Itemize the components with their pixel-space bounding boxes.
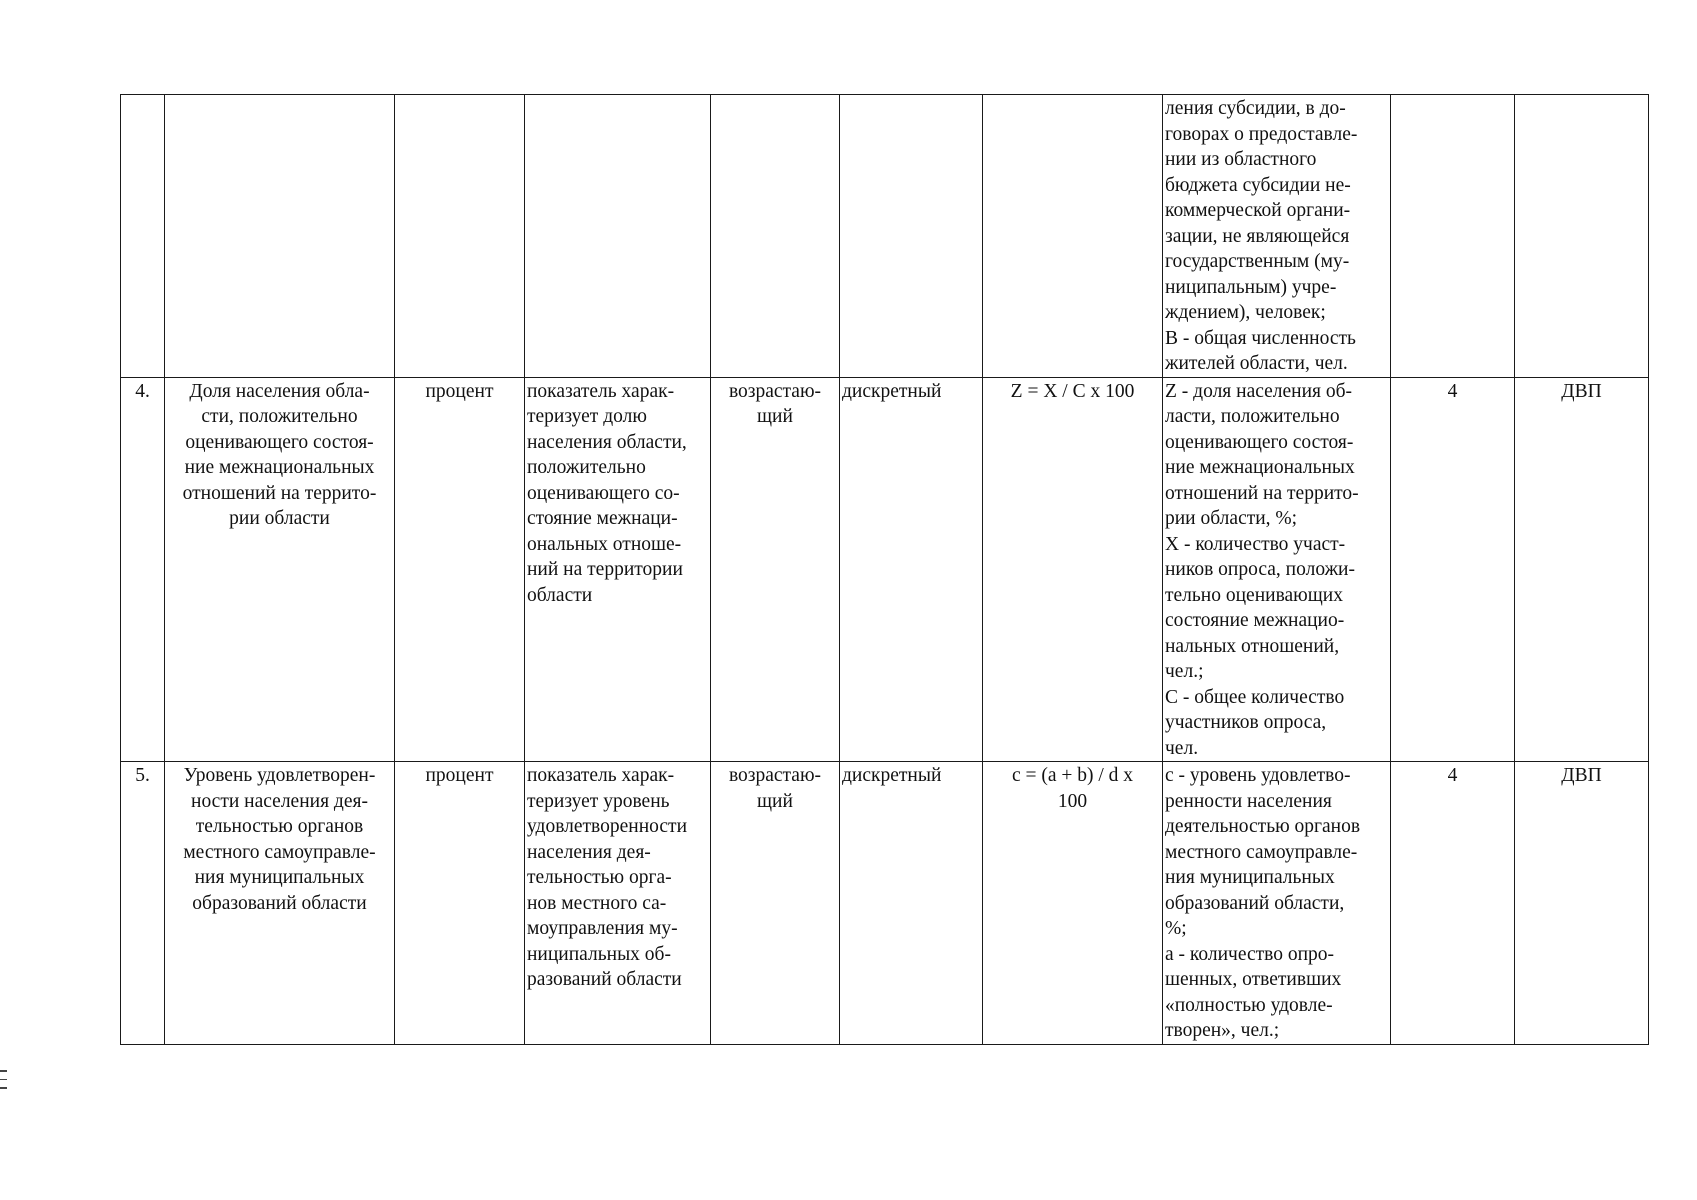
indicator-description-cell (525, 377, 711, 762)
data-source: ДВП (1561, 765, 1602, 786)
indicator-description-line: стояние межнаци- (527, 508, 678, 529)
data-source-cell (1515, 762, 1649, 1045)
indicator-name-line: образований области (192, 892, 367, 914)
formula-variables-line: рии области, %; (1165, 508, 1298, 529)
formula-variables-line: жителей области, чел. (1165, 353, 1348, 374)
indicator-name-line: рии области (229, 508, 330, 529)
formula-variables-line: местного самоуправле- (1165, 841, 1358, 863)
indicator-description-line: ональных отноше- (527, 533, 682, 555)
formula-variables-line: ние межнациональных (1165, 457, 1355, 478)
indicator-name-line: Доля населения обла- (189, 380, 370, 402)
indicator-description-line: моуправления му- (527, 918, 678, 939)
indicator-name-line: Уровень удовлетворен- (183, 765, 376, 786)
formula-variables-line: коммерческой органи- (1165, 200, 1351, 221)
indicator-description-line: положительно (527, 457, 646, 478)
indicator-description-line: ниципальных об- (527, 943, 671, 965)
indicator-dynamics-cell (711, 762, 840, 1045)
indicator-description-line: показатель харак- (527, 765, 675, 786)
formula-variables-line: шенных, ответивших (1165, 969, 1342, 990)
table-row (121, 377, 1649, 762)
indicator-description-line: показатель харак- (527, 380, 675, 402)
indicator-name-line: ние межнациональных (184, 457, 375, 478)
indicator-name-cell (165, 377, 395, 762)
formula-variables-line: ниципальным) учре- (1165, 276, 1337, 298)
reporting-frequency-cell (1391, 762, 1515, 1045)
unit-of-measure-cell (395, 95, 525, 378)
table-row (121, 762, 1649, 1045)
formula-variables-line: нии из областного (1165, 149, 1317, 170)
indicator-description-line: тельностью орга- (527, 867, 672, 888)
indicator-description-line: области (527, 584, 593, 606)
indicator-dynamics-cell (711, 95, 840, 378)
indicator-description-line: теризует долю (527, 406, 647, 427)
row-number-cell (121, 377, 165, 762)
formula-variables-line: состояние межнацио- (1165, 610, 1345, 631)
indicator-name-line: тельностью органов (195, 816, 364, 837)
formula-variables-line: В - общая численность (1165, 327, 1356, 349)
indicator-description-cell (525, 762, 711, 1045)
indicator-dynamics-line: возрастаю- (728, 765, 822, 786)
formula-variables-line: ления субсидии, в до- (1165, 98, 1346, 119)
formula-variables-line: государственным (му- (1165, 251, 1350, 272)
formula-variables-cell (1163, 95, 1391, 378)
formula-variables-line: творен», чел.; (1165, 1020, 1280, 1041)
indicator-dynamics-line: щий (757, 406, 793, 427)
indicator-name-line: ности населения дея- (191, 790, 368, 812)
indicator-dynamics-line: щий (757, 790, 793, 812)
formula-variables-line: зации, не являющейся (1165, 225, 1350, 247)
indicator-description-line: ний на территории (527, 559, 683, 580)
reporting-frequency-cell (1391, 95, 1515, 378)
indicator-type-cell (840, 377, 983, 762)
formula-variables-line: ния муниципальных (1165, 867, 1335, 888)
formula-variables-line: с - уровень удовлетво- (1165, 765, 1351, 786)
formula-variables-line: бюджета субсидии не- (1165, 174, 1351, 196)
data-source-cell (1515, 377, 1649, 762)
formula-variables-line: чел.; (1165, 661, 1204, 682)
formula-variables-line: ренности населения (1165, 790, 1332, 812)
margin-mark (0, 1070, 7, 1096)
formula-variables-line: нальных отношений, (1165, 635, 1340, 657)
reporting-frequency: 4 (1447, 380, 1458, 402)
formula-variables-line: ласти, положительно (1165, 406, 1340, 427)
formula-variables-line: X - количество участ- (1165, 533, 1346, 555)
formula-variables-line: %; (1165, 918, 1187, 939)
row-number: 4. (135, 380, 150, 402)
indicator-description-line: разований области (527, 969, 682, 990)
indicator-name-line: оценивающего состоя- (185, 431, 374, 453)
formula-variables-line: ждением), человек; (1165, 302, 1326, 323)
formula-variables-line: «полностью удовле- (1165, 994, 1333, 1016)
formula-variables-line: говорах о предоставле- (1165, 123, 1358, 145)
indicator-description-line: населения дея- (527, 841, 651, 863)
formula-variables-line: а - количество опро- (1165, 943, 1335, 965)
indicator-type-cell (840, 762, 983, 1045)
indicator-name-line: сти, положительно (201, 406, 358, 427)
formula-variables-line: Z - доля населения об- (1165, 380, 1353, 402)
row-number: 5. (135, 765, 150, 786)
indicator-type: дискретный (842, 380, 942, 402)
unit-of-measure-cell (395, 762, 525, 1045)
reporting-frequency: 4 (1447, 765, 1458, 786)
row-number-cell (121, 762, 165, 1045)
row-number-cell (121, 95, 165, 378)
formula-variables-line: ников опроса, положи- (1165, 559, 1355, 580)
calculation-formula-line: Z = X / С х 100 (1010, 380, 1135, 402)
table-row (121, 95, 1649, 378)
formula-variables-line: отношений на террито- (1165, 482, 1359, 504)
unit-of-measure: процент (425, 765, 494, 786)
indicator-description-line: удовлетворенности (527, 816, 687, 837)
formula-variables-cell (1163, 377, 1391, 762)
indicator-name-line: отношений на террито- (182, 482, 377, 504)
data-source: ДВП (1561, 380, 1602, 402)
indicator-type-cell (840, 95, 983, 378)
indicator-dynamics-cell (711, 377, 840, 762)
indicator-description-line: нов местного са- (527, 892, 667, 914)
indicator-description-line: населения области, (527, 431, 687, 453)
unit-of-measure-cell (395, 377, 525, 762)
formula-variables-line: чел. (1165, 737, 1199, 759)
indicators-table (120, 94, 1649, 1045)
calculation-formula-line: с = (а + b) / d х (1011, 765, 1134, 786)
formula-variables-line: образований области, (1165, 892, 1345, 914)
indicator-name-line: ния муниципальных (194, 867, 365, 888)
indicator-type: дискретный (842, 765, 942, 786)
table-body (121, 95, 1649, 1045)
formula-variables-line: тельно оценивающих (1165, 584, 1343, 606)
unit-of-measure: процент (425, 380, 494, 402)
calculation-formula-line: 100 (1057, 790, 1088, 812)
indicator-name-line: местного самоуправле- (183, 841, 376, 863)
formula-variables-line: участников опроса, (1165, 712, 1327, 733)
calculation-formula-cell (983, 377, 1163, 762)
indicator-name-cell (165, 762, 395, 1045)
data-source-cell (1515, 95, 1649, 378)
formula-variables-cell (1163, 762, 1391, 1045)
indicator-description-cell (525, 95, 711, 378)
formula-variables-line: оценивающего состоя- (1165, 431, 1354, 453)
calculation-formula-cell (983, 762, 1163, 1045)
indicator-dynamics-line: возрастаю- (728, 380, 822, 402)
indicator-description-line: оценивающего со- (527, 482, 680, 504)
indicator-description-line: теризует уровень (527, 790, 670, 812)
reporting-frequency-cell (1391, 377, 1515, 762)
formula-variables-line: С - общее количество (1165, 686, 1345, 708)
indicator-name-cell (165, 95, 395, 378)
calculation-formula-cell (983, 95, 1163, 378)
formula-variables-line: деятельностью органов (1165, 816, 1361, 837)
